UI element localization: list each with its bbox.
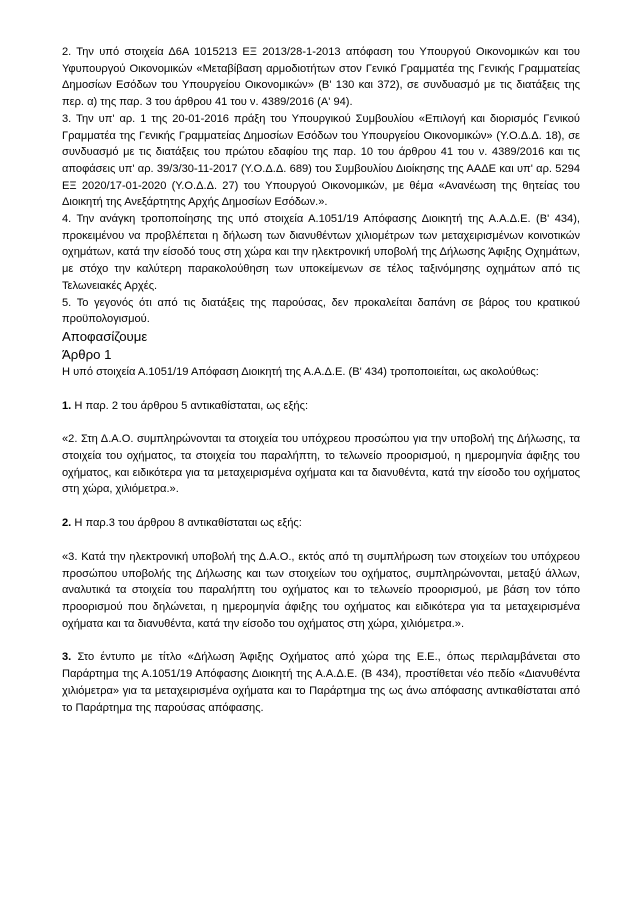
article-heading: Άρθρο 1 xyxy=(62,346,112,362)
preamble-paragraph-5: 5. Το γεγονός ότι από τις διατάξεις της παρούσας, δεν προκαλείται δαπάνη σε βάρος του κρατικού προϋπολογισμού. xyxy=(62,296,580,326)
decision-heading: Αποφασίζουμε xyxy=(62,328,148,344)
article-intro: Η υπό στοιχεία Α.1051/19 Απόφαση Διοικητή της Α.Α.Δ.Ε. (Β' 434) τροποποιείται, ως ακολούθως: xyxy=(62,365,539,378)
preamble-paragraph-2: 2. Την υπό στοιχεία Δ6Α 1015213 ΕΞ 2013/28-1-2013 απόφαση του Υπουργού Οικονομικών και του Υφυπουργού Οικονομικών «Μεταβίβαση αρμοδιοτήτων στον Γενικό Γραμματέα της Γενικής Γραμματείας Δημοσίων Εσόδων του Υπουργείου Οικονομικών» (Β' 130 και 372), σε συνδυασμό με τις διατάξεις της περ. α) της παρ. 3 του άρθρου 41 του ν. 4389/2016 (Α' 94). xyxy=(62,46,580,109)
amendment-item-3 xyxy=(62,649,580,716)
preamble-paragraph-3: 3. Την υπ' αρ. 1 της 20-01-2016 πράξη του Υπουργικού Συμβουλίου «Επιλογή και διορισμός Γενικού Γραμματέα της Γενικής Γραμματείας Δημοσίων Εσόδων του Υπουργείου Οικονομικών» (Υ.Ο.Δ.Δ. 18), σε συνδυασμό με τις διατάξεις του πρώτου εδαφίου της παρ. 10 του άρθρου 41 του ν. 4389/2016 και τις αποφάσεις υπ' αρ. 39/3/30-11-2017 (Υ.Ο.Δ.Δ. 689) του Συμβουλίου Διοίκησης της ΑΑΔΕ και υπ' αρ. 5294 ΕΞ 2020/17-01-2020 (Υ.Ο.Δ.Δ. 27) του Υπουργού Οικονομικών, με θέμα «Ανανέωση της θητείας του Διοικητή της Ανεξάρτητης Αρχής Δημοσίων Εσόδων.». xyxy=(62,112,580,209)
item-text: Η παρ.3 του άρθρου 8 αντικαθίσταται ως εξής: xyxy=(71,517,302,530)
item-text: Η παρ. 2 του άρθρου 5 αντικαθίσταται, ως εξής: xyxy=(71,399,309,412)
item-text: Στο έντυπο με τίτλο «Δήλωση Άφιξης Οχήματος από χώρα της Ε.Ε., όπως περιλαμβάνεται στο Παράρτημα της Α.1051/19 Απόφασης Διοικητή της Α.Α.Δ.Ε. (Β 434), προστίθεται νέο πεδίο «Διανυθέντα χιλιόμετρα» για τα μεταχειρισμένα οχήματα και το Παράρτημα της ως άνω απόφασης αντικαθίσταται από το Παράρτημα της παρούσας απόφασης. xyxy=(62,651,580,714)
amendment-item-1 xyxy=(62,398,580,415)
amendment-quote-2: «3. Κατά την ηλεκτρονική υποβολή της Δ.Α.Ο., εκτός από τη συμπλήρωση των στοιχείων του υπόχρεου προσώπου υποβολής της Δήλωσης και των στοιχείων του οχήματος, συμπληρώνονται, μεταξύ άλλων, αναλυτικά τα στοιχεία του παραλήπτη του οχήματος και το τελωνείο προορισμού, με βάση τον τόπο προορισμού που δηλώνεται, η ημερομηνία άφιξης του οχήματος και ειδικότερα για τα μεταχειρισμένα οχήματα και τα διανυθέντα, κατά την είσοδο του οχήματος στη χώρα, χιλιόμετρα.». xyxy=(62,550,580,630)
preamble-paragraph-4: 4. Την ανάγκη τροποποίησης της υπό στοιχεία Α.1051/19 Απόφασης Διοικητή της Α.Α.Δ.Ε. (Β' 434), προκειμένου να προβλέπεται η δήλωση των διανυθέντων χιλιομέτρων των μεταχειρισμένων κοινοτικών οχημάτων, κατά την είσοδό τους στη χώρα και την ηλεκτρονική υποβολή της Δήλωσης Άφιξης Οχημάτων, με στόχο την καλύτερη παρακολούθηση των υποκείμενων σε τέλος ταξινόμησης οχημάτων από τις Τελωνειακές Αρχές. xyxy=(62,213,580,292)
amendment-item-2 xyxy=(62,515,580,532)
item-number: 1. xyxy=(62,399,72,412)
item-number: 3. xyxy=(62,651,72,664)
preamble xyxy=(62,44,580,328)
item-number: 2. xyxy=(62,517,72,530)
amendment-quote-1: «2. Στη Δ.Α.Ο. συμπληρώνονται τα στοιχεία του υπόχρεου προσώπου για την υποβολή της Δήλωσης, τα στοιχεία του οχήματος, τα στοιχεία του παραλήπτη, το τελωνείο προορισμού, η ημερομηνία άφιξης του οχήματος, και ειδικότερα για τα μεταχειρισμένα οχήματα και τα διανυθέντα, κατά την είσοδο του οχήματος στη χώρα, χιλιόμετρα.». xyxy=(62,433,580,496)
